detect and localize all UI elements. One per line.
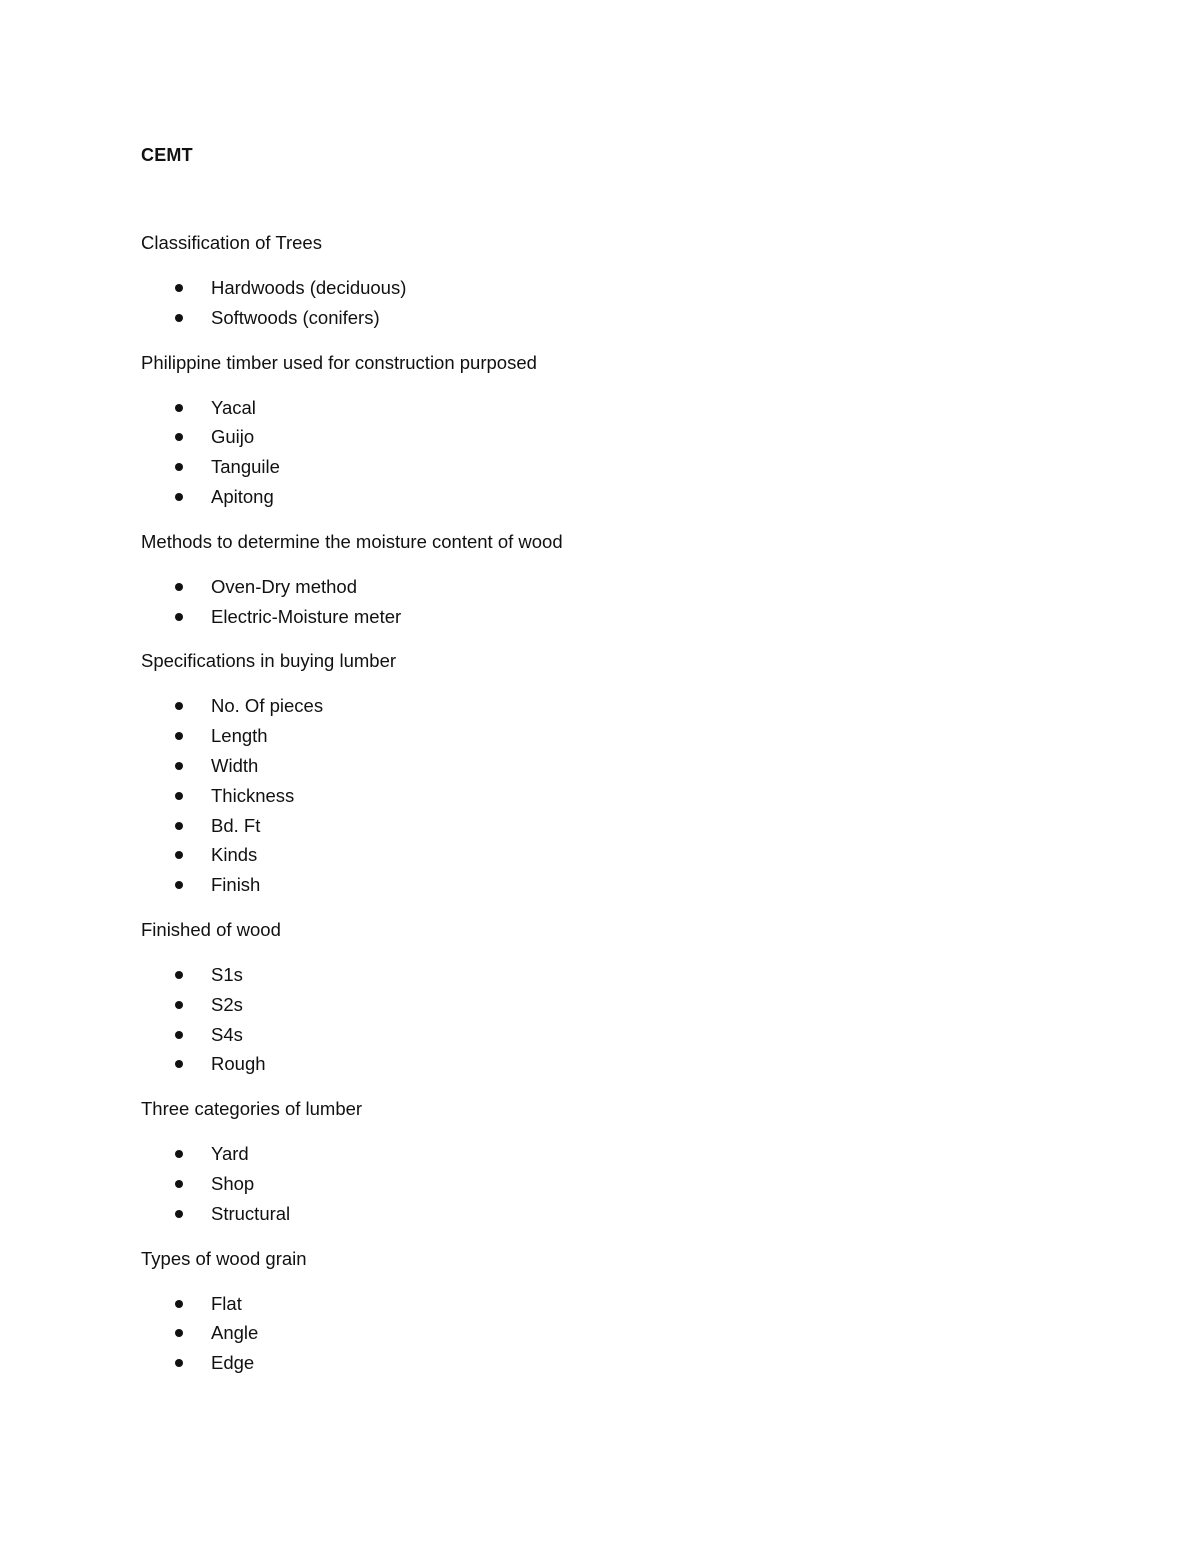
bullet-icon (175, 613, 183, 621)
list-item-text: Angle (211, 1322, 259, 1344)
list-item (141, 843, 1041, 873)
bullet-list (141, 1292, 1041, 1381)
section-heading: Classification of Trees (141, 232, 322, 253)
bullet-icon (175, 314, 183, 322)
bullet-icon (175, 851, 183, 859)
list-item-text: Rough (211, 1053, 266, 1075)
bullet-icon (175, 1060, 183, 1068)
bullet-icon (175, 792, 183, 800)
bullet-icon (175, 1180, 183, 1188)
list-item-text: S4s (211, 1023, 243, 1045)
list-item-text: Electric-Moisture meter (211, 605, 402, 627)
bullet-icon (175, 1210, 183, 1218)
list-item-text: Softwoods (conifers) (211, 306, 380, 328)
list-item (141, 605, 1041, 635)
bullet-icon (175, 583, 183, 591)
list-item-text: Kinds (211, 844, 258, 866)
bullet-list (141, 1142, 1041, 1231)
bullet-icon (175, 702, 183, 710)
section-heading: Three categories of lumber (141, 1098, 363, 1120)
list-item (141, 1351, 1041, 1381)
list-item-text: Tanguile (211, 456, 280, 478)
section (141, 530, 1041, 635)
list-item-text: No. Of pieces (211, 695, 324, 717)
section-heading: Philippine timber used for construction purposed (141, 351, 537, 373)
list-item (141, 1202, 1041, 1232)
list-item (141, 814, 1041, 844)
bullet-list (141, 694, 1041, 903)
list-item-text: Yacal (211, 396, 256, 418)
list-item-text: Apitong (211, 485, 274, 507)
bullet-icon (175, 1031, 183, 1039)
list-item (141, 873, 1041, 903)
list-item-text: Structural (211, 1202, 291, 1224)
section (141, 351, 1041, 515)
bullet-icon (175, 404, 183, 412)
section (141, 649, 1041, 903)
bullet-list (141, 575, 1041, 635)
list-item-text: Bd. Ft (211, 814, 261, 836)
list-item-text: Length (211, 725, 268, 747)
bullet-list (141, 396, 1041, 515)
list-item (141, 724, 1041, 754)
bullet-icon (175, 1300, 183, 1308)
bullet-icon (175, 1150, 183, 1158)
section-heading: Finished of wood (141, 918, 281, 940)
list-item (141, 1321, 1041, 1351)
bullet-icon (175, 433, 183, 441)
bullet-icon (175, 463, 183, 471)
list-item-text: Edge (211, 1352, 255, 1374)
list-item (141, 1023, 1041, 1053)
list-item (141, 1142, 1041, 1172)
bullet-icon (175, 822, 183, 830)
document-sections (141, 231, 1041, 1396)
list-item-text: Oven-Dry method (211, 575, 357, 597)
list-item (141, 1292, 1041, 1322)
bullet-list (141, 963, 1041, 1082)
section-heading: Specifications in buying lumber (141, 650, 397, 672)
list-item (141, 1172, 1041, 1202)
list-item (141, 784, 1041, 814)
list-item-text: S2s (211, 993, 243, 1015)
section-heading: Types of wood grain (141, 1247, 307, 1269)
bullet-icon (175, 762, 183, 770)
section (141, 1097, 1041, 1231)
list-item-text: Finish (211, 874, 261, 896)
bullet-icon (175, 1329, 183, 1337)
bullet-icon (175, 881, 183, 889)
list-item-text: Flat (211, 1292, 242, 1314)
list-item (141, 754, 1041, 784)
list-item-text: Thickness (211, 784, 295, 806)
bullet-list (141, 276, 1041, 336)
list-item (141, 306, 1041, 336)
list-item-text: Hardwoods (deciduous) (211, 277, 407, 298)
section (141, 231, 1041, 336)
list-item (141, 276, 1041, 306)
list-item (141, 575, 1041, 605)
list-item (141, 993, 1041, 1023)
list-item (141, 485, 1041, 515)
bullet-icon (175, 1359, 183, 1367)
bullet-icon (175, 732, 183, 740)
bullet-icon (175, 971, 183, 979)
list-item (141, 1052, 1041, 1082)
section (141, 1247, 1041, 1381)
list-item (141, 425, 1041, 455)
list-item-text: Width (211, 754, 259, 776)
list-item (141, 694, 1041, 724)
section (141, 918, 1041, 1082)
document-title: CEMT (141, 145, 193, 165)
list-item-text: S1s (211, 963, 243, 985)
list-item-text: Yard (211, 1143, 249, 1165)
list-item-text: Shop (211, 1172, 255, 1194)
bullet-icon (175, 284, 183, 292)
bullet-icon (175, 1001, 183, 1009)
list-item (141, 396, 1041, 426)
list-item (141, 963, 1041, 993)
list-item (141, 455, 1041, 485)
list-item-text: Guijo (211, 426, 255, 448)
bullet-icon (175, 493, 183, 501)
section-heading: Methods to determine the moisture content of wood (141, 530, 563, 552)
